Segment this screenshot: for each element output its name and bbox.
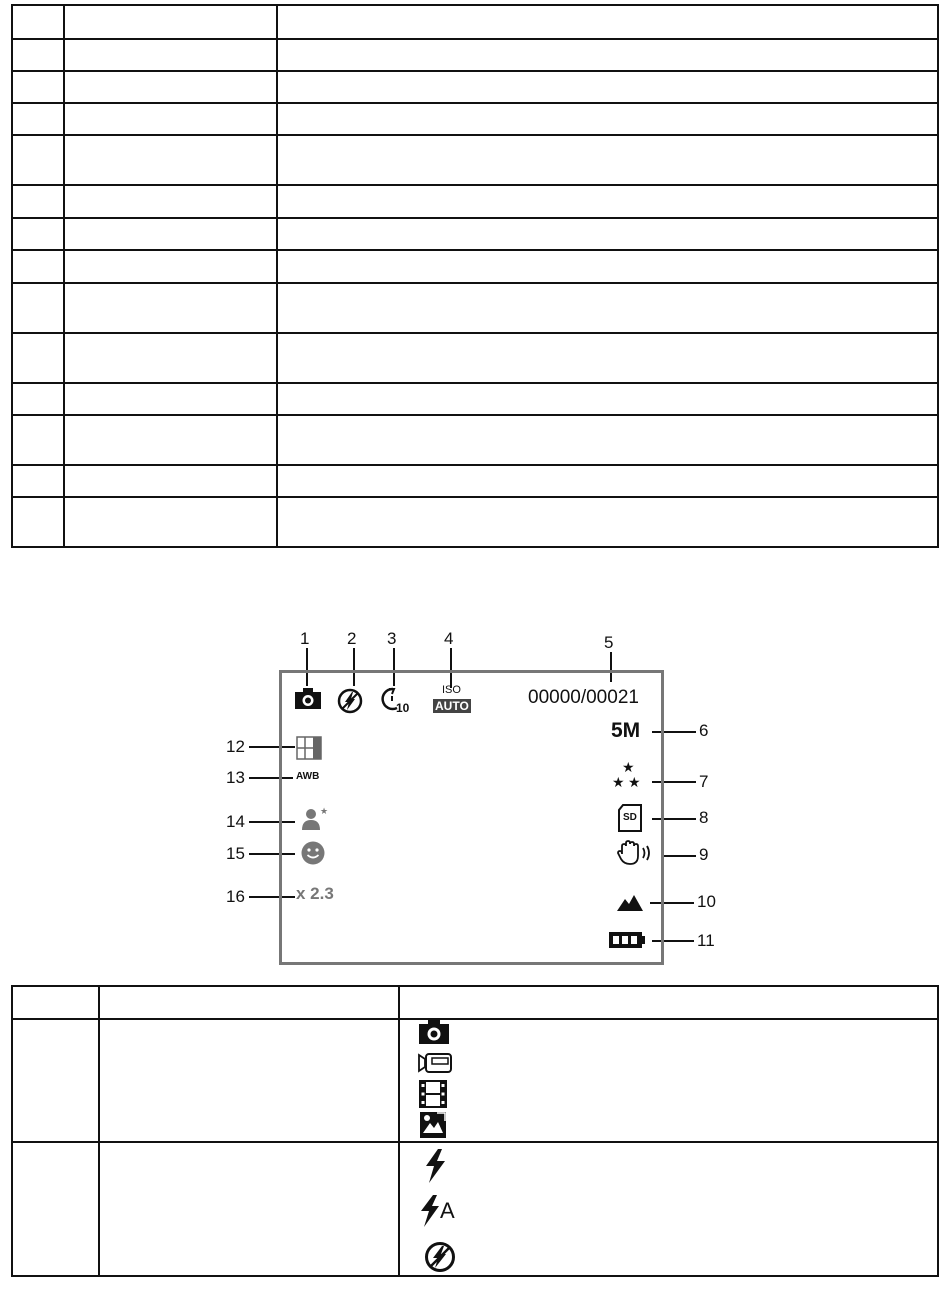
table-column-divider bbox=[398, 987, 400, 1275]
callout-10: 10 bbox=[697, 892, 716, 911]
video-camera-icon bbox=[418, 1052, 452, 1074]
battery-icon bbox=[608, 930, 646, 950]
portrait-scene-icon bbox=[300, 806, 330, 832]
playback-image-icon bbox=[419, 1111, 447, 1139]
callout-5: 5 bbox=[604, 633, 614, 652]
table-row-divider bbox=[13, 496, 937, 498]
svg-text:★: ★ bbox=[628, 775, 641, 789]
table-row-divider bbox=[13, 1018, 937, 1020]
anti-shake-hand-icon bbox=[617, 840, 663, 866]
metering-grid-icon bbox=[296, 736, 322, 760]
callout-8: 8 bbox=[699, 808, 709, 827]
camera-mode-icon bbox=[294, 688, 322, 710]
flash-off-status-icon bbox=[337, 688, 363, 714]
flash-on-icon bbox=[422, 1148, 448, 1184]
callout-11: 11 bbox=[697, 931, 715, 950]
table-row-divider bbox=[13, 102, 937, 104]
callout-6: 6 bbox=[699, 721, 709, 740]
svg-text:★: ★ bbox=[320, 807, 329, 817]
table-row-divider bbox=[13, 184, 937, 186]
table-row-divider bbox=[13, 134, 937, 136]
svg-text:★: ★ bbox=[612, 775, 625, 789]
callout-16: 16 bbox=[226, 887, 245, 906]
resolution-indicator: 5M bbox=[611, 719, 641, 742]
callout-13: 13 bbox=[226, 768, 245, 787]
table-row-divider bbox=[13, 1141, 937, 1143]
table-row-divider bbox=[13, 332, 937, 334]
callout-4: 4 bbox=[444, 629, 454, 648]
quality-stars-icon bbox=[611, 759, 645, 789]
callout-15: 15 bbox=[226, 844, 245, 863]
flash-off-icon bbox=[424, 1241, 456, 1273]
callout-7: 7 bbox=[699, 772, 709, 791]
face-detection-icon bbox=[300, 840, 326, 866]
table-column-divider bbox=[98, 987, 100, 1275]
lcd-screen bbox=[279, 670, 664, 965]
iso-label: ISO bbox=[442, 684, 461, 696]
sd-label: SD bbox=[623, 812, 637, 823]
film-icon bbox=[419, 1080, 447, 1108]
bottom-table bbox=[11, 985, 939, 1277]
shot-counter: 00000/00021 bbox=[528, 687, 639, 708]
leader-line bbox=[664, 855, 696, 857]
white-balance-label: AWB bbox=[296, 771, 320, 782]
callout-3: 3 bbox=[387, 629, 397, 648]
scene-landscape-icon bbox=[617, 892, 643, 912]
table-row-divider bbox=[13, 282, 937, 284]
table-row-divider bbox=[13, 70, 937, 72]
callout-12: 12 bbox=[226, 737, 245, 756]
top-table bbox=[11, 4, 939, 548]
table-row-divider bbox=[13, 464, 937, 466]
flash-auto-suffix: A bbox=[440, 1198, 455, 1223]
table-row-divider bbox=[13, 414, 937, 416]
zoom-indicator: x 2.3 bbox=[296, 884, 334, 903]
table-row-divider bbox=[13, 382, 937, 384]
table-row-divider bbox=[13, 249, 937, 251]
iso-value: AUTO bbox=[435, 699, 469, 713]
svg-text:★: ★ bbox=[622, 760, 635, 776]
callout-14: 14 bbox=[226, 812, 245, 831]
table-row-divider bbox=[13, 38, 937, 40]
callout-2: 2 bbox=[347, 629, 357, 648]
self-timer-value: 10 bbox=[396, 701, 410, 715]
callout-1: 1 bbox=[300, 629, 310, 648]
callout-9: 9 bbox=[699, 845, 709, 864]
camera-icon bbox=[418, 1019, 450, 1045]
table-row-divider bbox=[13, 217, 937, 219]
